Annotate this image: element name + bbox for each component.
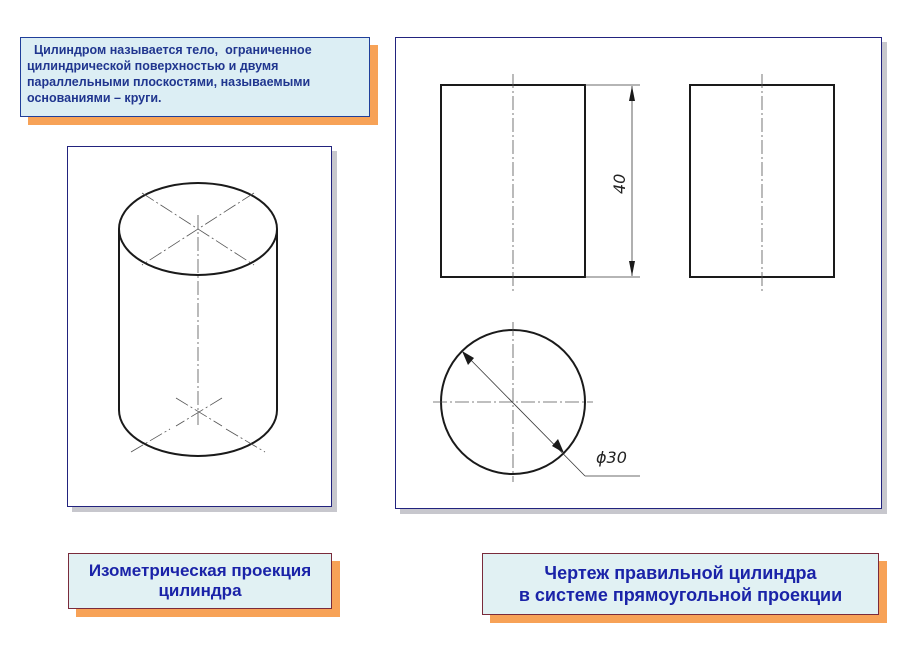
- orthographic-caption-box: [482, 553, 879, 615]
- isometric-caption-line-2: цилиндра: [158, 581, 242, 600]
- orthographic-caption: [482, 553, 879, 615]
- orthographic-caption-line-1: Чертеж правильной цилиндра: [544, 563, 817, 583]
- front-view: [441, 74, 640, 292]
- side-view: [690, 74, 834, 292]
- diameter-label: ϕ30: [596, 448, 627, 467]
- definition-line-3: параллельными плоскостями, называемыми: [27, 75, 311, 89]
- diameter-line: [462, 351, 585, 476]
- diameter-arrow-2: [552, 439, 564, 453]
- definition-line-4: основаниями – круги.: [27, 91, 162, 105]
- bottom-centerline-3: [131, 429, 170, 452]
- isometric-caption-box: [68, 553, 332, 609]
- isometric-caption-line-1: Изометрическая проекция: [88, 561, 312, 580]
- dim-arrow-top: [629, 86, 635, 101]
- definition-line-2: цилиндрической поверхностью и двумя: [27, 59, 279, 73]
- top-view: [433, 322, 640, 482]
- bottom-centerline-4: [226, 429, 265, 452]
- definition-line-1: Цилиндром называется тело, ограниченное: [27, 43, 312, 57]
- height-label: 40: [610, 173, 629, 194]
- dim-arrow-bottom: [629, 261, 635, 276]
- isometric-caption: [68, 553, 332, 609]
- orthographic-caption-line-2: в системе прямоугольной проекции: [518, 585, 843, 605]
- diameter-arrow-1: [462, 351, 474, 365]
- isometric-cylinder: [119, 183, 277, 456]
